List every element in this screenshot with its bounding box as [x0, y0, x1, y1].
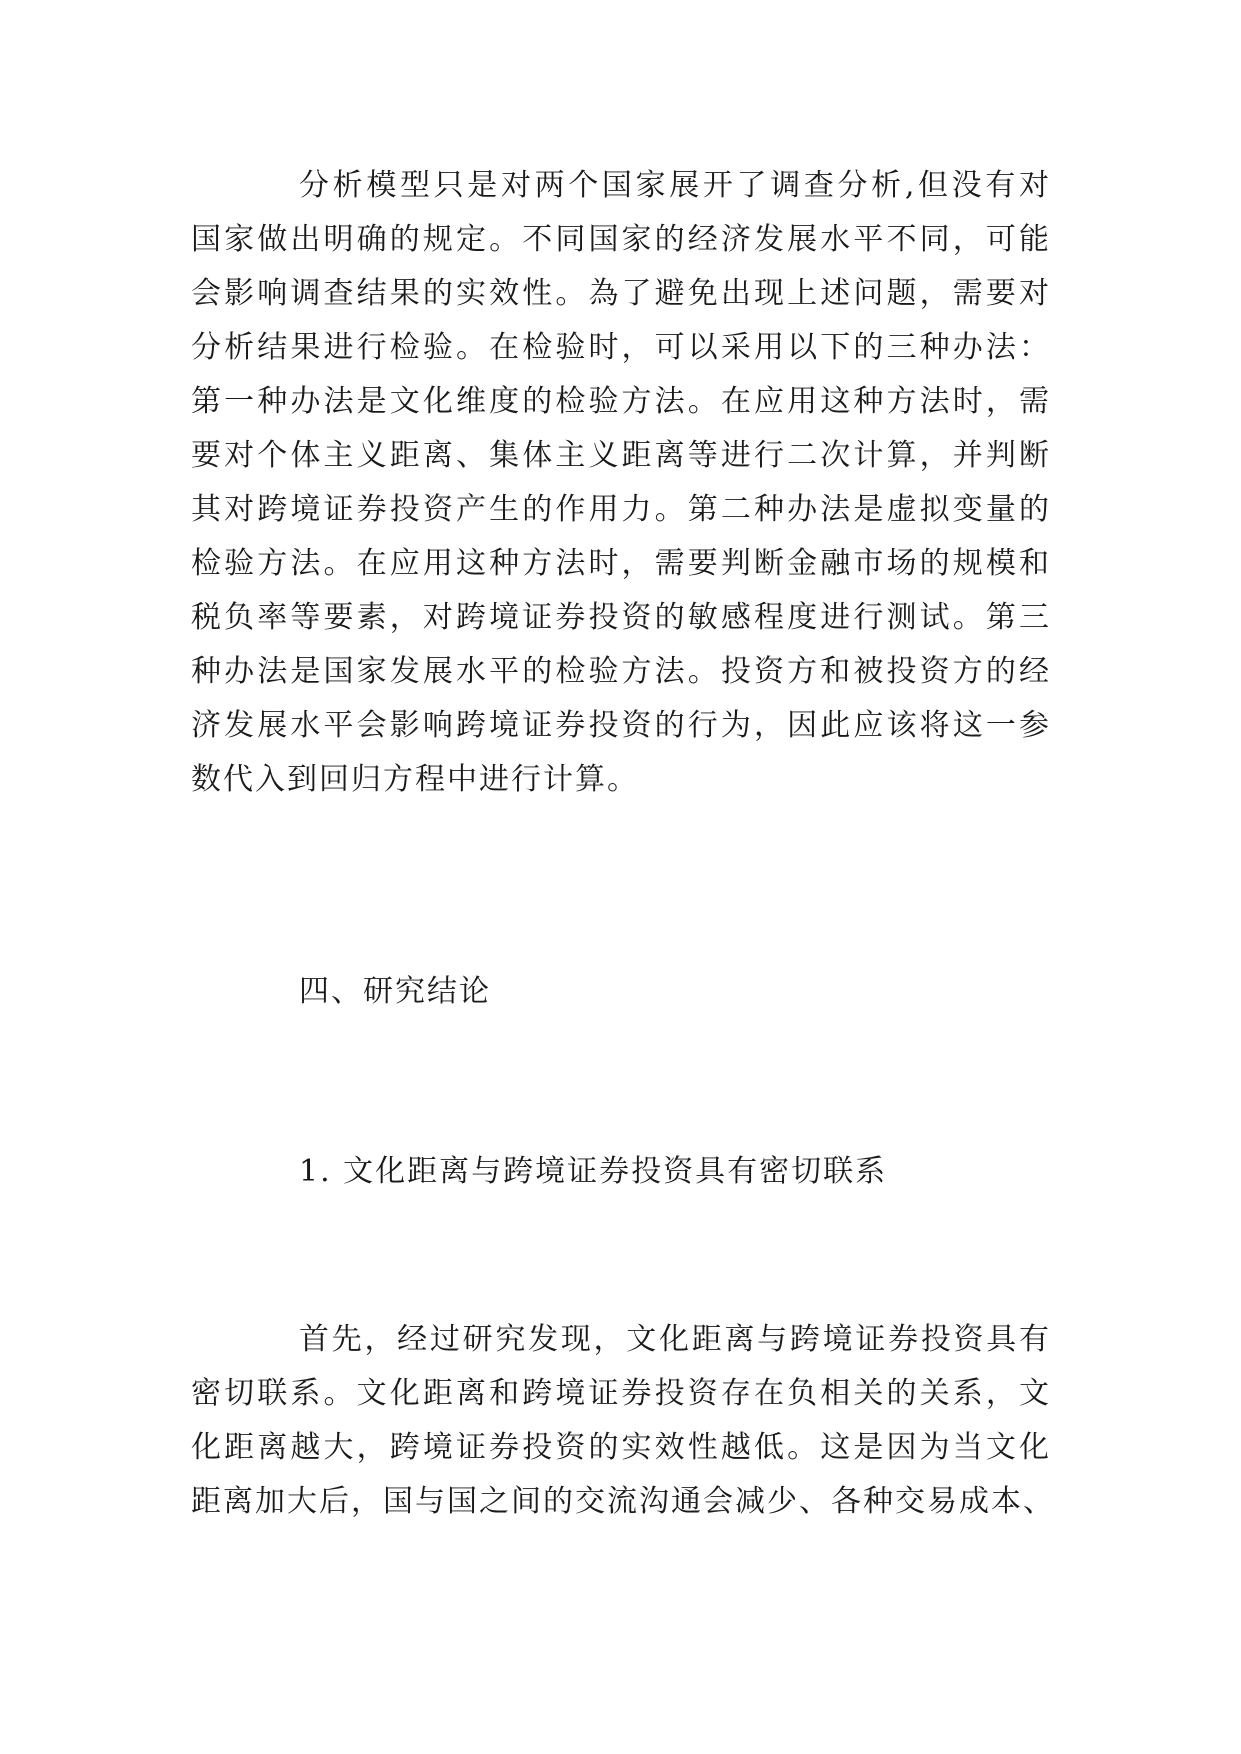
paragraph-line: 国家做出明确的规定。不同国家的经济发展水平不同，可能 [191, 222, 1051, 257]
paragraph-line: 分析结果进行检验。在检验时，可以采用以下的三种办法： [191, 330, 1051, 365]
paragraph-line: 检验方法。在应用这种方法时，需要判断金融市场的规模和 [191, 546, 1051, 581]
paragraph-line: 要对个体主义距离、集体主义距离等进行二次计算，并判断 [191, 438, 1051, 473]
paragraph-line: 密切联系。文化距离和跨境证券投资存在负相关的关系，文 [191, 1376, 1051, 1411]
paragraph-line: 距离加大后，国与国之间的交流沟通会减少、各种交易成本、 [191, 1484, 1055, 1519]
paragraph-line: 首先，经过研究发现，文化距离与跨境证券投资具有 [299, 1322, 1051, 1357]
paragraph-line: 化距离越大，跨境证券投资的实效性越低。这是因为当文化 [191, 1430, 1051, 1465]
paragraph-line: 会影响调查结果的实效性。為了避免出现上述问题，需要对 [191, 276, 1051, 311]
paragraph-line: 其对跨境证券投资产生的作用力。第二种办法是虚拟变量的 [191, 492, 1051, 527]
paragraph-line: 税负率等要素，对跨境证券投资的敏感程度进行测试。第三 [191, 600, 1051, 635]
section-heading: 四、研究结论 [299, 974, 491, 1009]
subsection-heading: 1. 文化距离与跨境证券投资具有密切联系 [299, 1154, 888, 1189]
paragraph-line: 分析模型只是对两个国家展开了调查分析,但没有对 [299, 168, 1051, 203]
paragraph-line: 数代入到回归方程中进行计算。 [191, 762, 639, 797]
paragraph-line: 种办法是国家发展水平的检验方法。投资方和被投资方的经 [191, 654, 1051, 689]
paragraph-line: 第一种办法是文化维度的检验方法。在应用这种方法时，需 [191, 384, 1051, 419]
paragraph-line: 济发展水平会影响跨境证券投资的行为，因此应该将这一参 [191, 708, 1051, 743]
